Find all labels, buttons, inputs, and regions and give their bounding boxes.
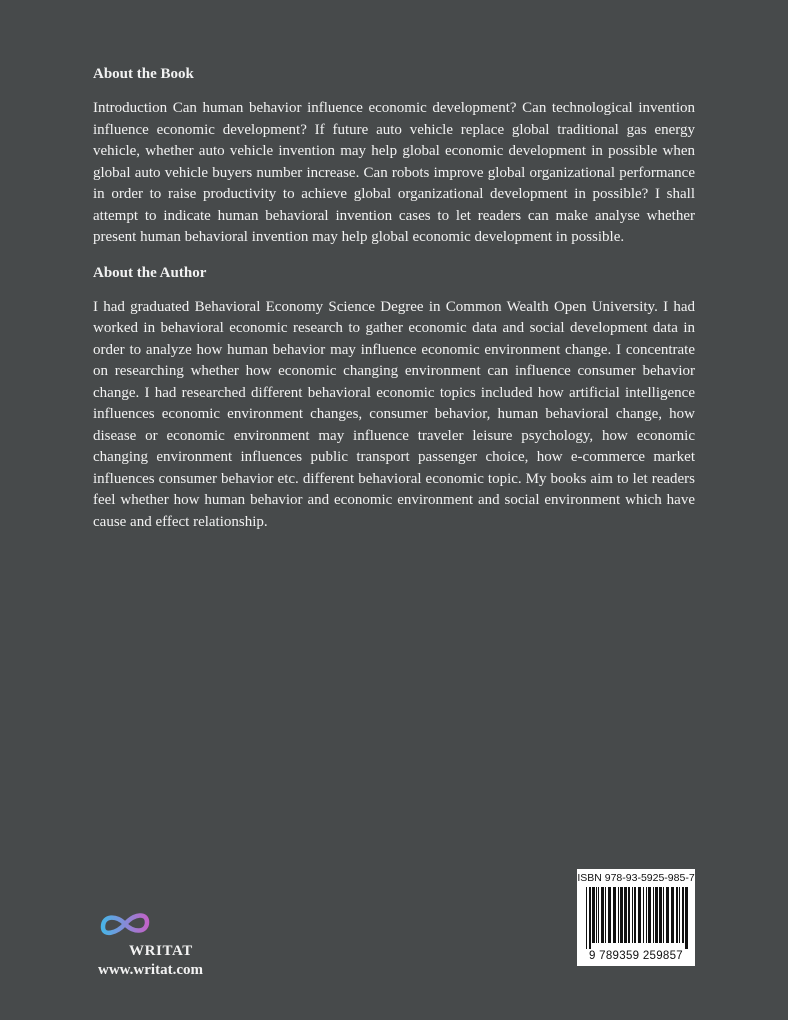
barcode-bar [638, 887, 641, 943]
barcode-bar [628, 887, 630, 943]
publisher-logo [93, 905, 233, 979]
barcode-bar [592, 887, 595, 943]
barcode-bar [655, 887, 658, 943]
barcode-bar [679, 887, 680, 943]
barcode-bar [620, 887, 623, 943]
barcode-bar [624, 887, 627, 943]
barcode-bar [671, 887, 674, 943]
about-author-heading: About the Author [93, 264, 207, 281]
barcode-bar [659, 887, 662, 943]
barcode-bar [596, 887, 597, 943]
barcode-bar [653, 887, 654, 943]
barcode-bar [666, 887, 669, 943]
barcode-bar [608, 887, 611, 943]
barcode-bar [634, 887, 636, 943]
barcode-bar [685, 887, 688, 949]
barcode-bar [663, 887, 664, 943]
barcode-bar [613, 887, 616, 943]
barcode-bar [605, 887, 606, 943]
about-book-heading: About the Book [93, 66, 194, 82]
publisher-brand: WRITAT [129, 943, 193, 959]
barcode-bar [589, 887, 591, 949]
publisher-website: www.writat.com [98, 962, 203, 978]
barcode-bar [601, 887, 604, 943]
about-author-text: I had graduated Behavioral Economy Science Degree in Common Wealth Open University. I had worked in behavioral economic research to gather economic data and social development data in order to analyze how human behavior may influence economic environment change. I concentrate on researching whether how economic changing environment can influence consumer behavior change. I had researched different behavioral economic topics included how artificial intelligence influences economic environment changes, consumer behavior, human behavioral change, how disease or economic environment may influence traveler leisure psychology, how economic changing environment influences public transport passenger choice, how e-commerce market influences consumer behavior etc. different behavioral economic topic. My books aim to let readers feel whether how human behavior and economic environment and social environment which have cause and effect relationship. [93, 298, 695, 530]
barcode-bar [618, 887, 619, 943]
barcode [582, 887, 690, 949]
barcode-bar [632, 887, 633, 943]
back-cover-text [93, 64, 695, 547]
infinity-logo-icon [95, 905, 155, 943]
barcode-bar [646, 887, 647, 943]
barcode-bar [598, 887, 599, 943]
about-book-text: Introduction Can human behavior influence economic development? Can technological invention influence economic development? If future auto vehicle replace global traditional gas energy vehicle, whether auto vehicle invention may help global economic development in possible when global auto vehicle buyers number increase. Can robots improve global organizational performance in order to raise productivity to achieve global organizational development in possible? I shall attempt to indicate human behavioral invention cases to let readers can make analyse whether present human behavioral invention may help global economic development in possible. [93, 100, 695, 245]
isbn-digits: 9 789359 259857 [588, 950, 684, 962]
isbn-barcode-block [577, 869, 695, 966]
barcode-bar [682, 887, 684, 943]
barcode-bar [643, 887, 644, 943]
barcode-bar [586, 887, 587, 949]
barcode-bar [676, 887, 678, 943]
barcode-bar [648, 887, 651, 943]
isbn-label: ISBN 978-93-5925-985-7 [577, 872, 695, 884]
